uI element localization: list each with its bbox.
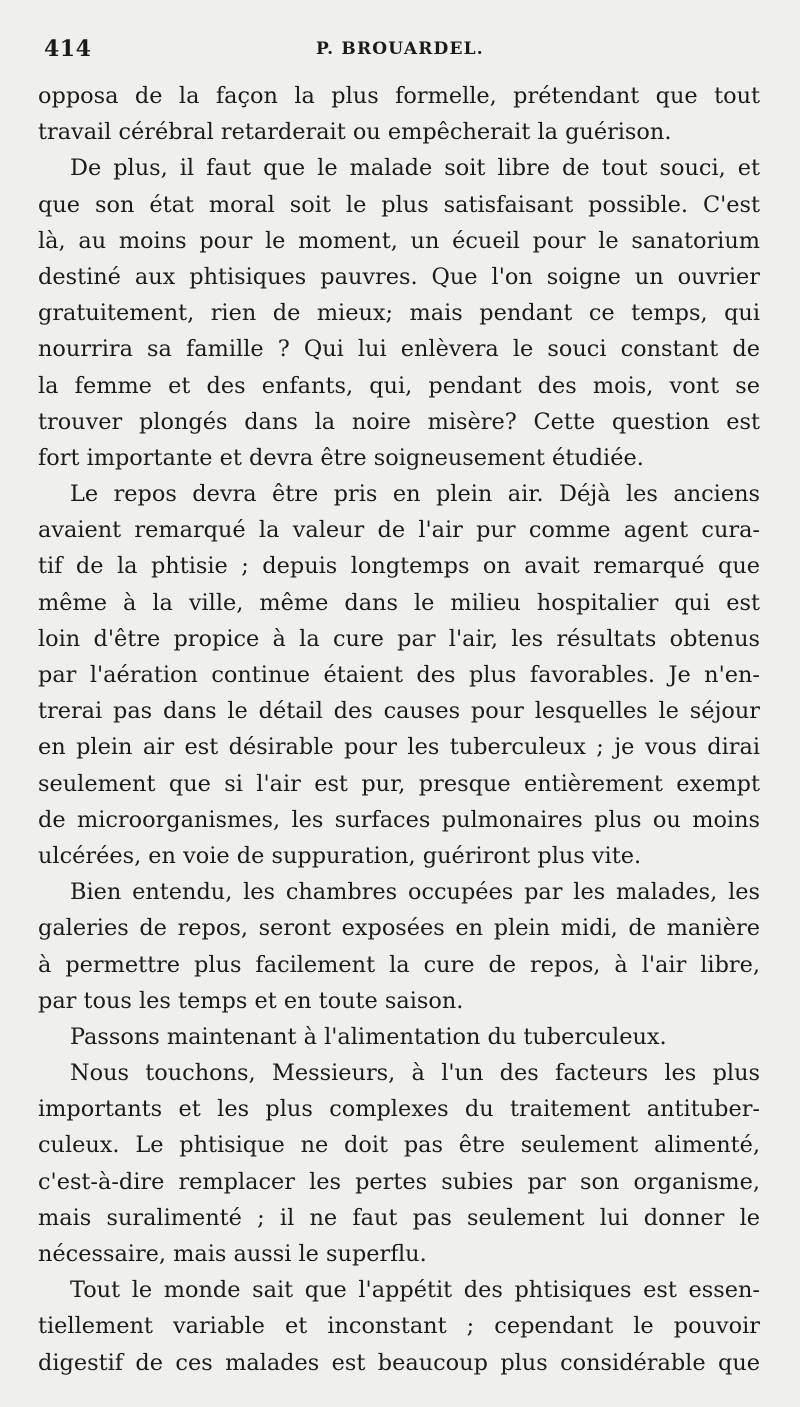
text-line: en plein air est désirable pour les tuberculeux ; je vous dirai <box>38 734 760 761</box>
text-line: trouver plongés dans la noire misère? Cette question est <box>38 408 760 435</box>
text-line: par l'aération continue étaient des plus favorables. Je n'en- <box>38 662 760 688</box>
text-line: travail cérébral retarderait ou empêcherait la guérison. <box>38 119 672 146</box>
text-line: galeries de repos, seront exposées en plein midi, de manière <box>38 915 760 942</box>
text-line: culeux. Le phtisique ne doit pas être seulement alimenté, <box>38 1132 760 1159</box>
text-line: gratuitement, rien de mieux; mais pendant ce temps, qui <box>38 300 760 327</box>
running-head-author: P. BROUARDEL. <box>316 39 484 59</box>
text-line: là, au moins pour le moment, un écueil pour le sanatorium <box>38 227 760 254</box>
text-line: que son état moral soit le plus satisfaisant possible. C'est <box>38 191 760 218</box>
text-line: loin d'être propice à la cure par l'air, les résultats obtenus <box>38 625 760 652</box>
running-head <box>0 36 800 66</box>
text-line: tiellement variable et inconstant ; cependant le pouvoir <box>38 1313 760 1340</box>
text-line: nécessaire, mais aussi le superflu. <box>38 1241 427 1267</box>
text-line: la femme et des enfants, qui, pendant des mois, vont se <box>38 372 760 399</box>
text-line: Passons maintenant à l'alimentation du tuberculeux. <box>70 1023 667 1050</box>
text-line: c'est-à-dire remplacer les pertes subies par son organisme, <box>38 1168 760 1195</box>
text-line: par tous les temps et en toute saison. <box>38 987 464 1014</box>
page-number: 414 <box>44 36 92 62</box>
text-line: De plus, il faut que le malade soit libre de tout souci, et <box>70 155 760 182</box>
text-line: Tout le monde sait que l'appétit des phtisiques est essen- <box>70 1277 760 1304</box>
body-text <box>38 78 760 1381</box>
text-line: Nous touchons, Messieurs, à l'un des facteurs les plus <box>70 1060 760 1087</box>
text-line: opposa de la façon la plus formelle, prétendant que tout <box>38 83 760 109</box>
text-line: de microorganismes, les surfaces pulmonaires plus ou moins <box>38 806 760 833</box>
text-line: destiné aux phtisiques pauvres. Que l'on soigne un ouvrier <box>38 263 760 290</box>
text-line: fort importante et devra être soigneusement étudiée. <box>38 444 644 471</box>
text-line: même à la ville, même dans le milieu hospitalier qui est <box>38 589 760 616</box>
text-line: seulement que si l'air est pur, presque entièrement exempt <box>38 770 760 797</box>
text-line: trerai pas dans le détail des causes pour lesquelles le séjour <box>38 698 760 725</box>
text-line: mais suralimenté ; il ne faut pas seulement lui donner le <box>38 1204 760 1231</box>
text-line: Bien entendu, les chambres occupées par les malades, les <box>70 879 760 906</box>
text-line: digestif de ces malades est beaucoup plus considérable que <box>38 1349 760 1376</box>
text-line: ulcérées, en voie de suppuration, guériront plus vite. <box>38 842 642 869</box>
text-line: nourrira sa famille ? Qui lui enlèvera le souci constant de <box>38 336 760 363</box>
text-line: tif de la phtisie ; depuis longtemps on avait remarqué que <box>38 553 760 580</box>
text-line: Le repos devra être pris en plein air. Déjà les anciens <box>70 481 760 508</box>
text-line: à permettre plus facilement la cure de repos, à l'air libre, <box>38 951 760 978</box>
text-line: avaient remarqué la valeur de l'air pur comme agent cura- <box>38 517 760 544</box>
text-line: importants et les plus complexes du traitement antituber- <box>38 1096 760 1123</box>
